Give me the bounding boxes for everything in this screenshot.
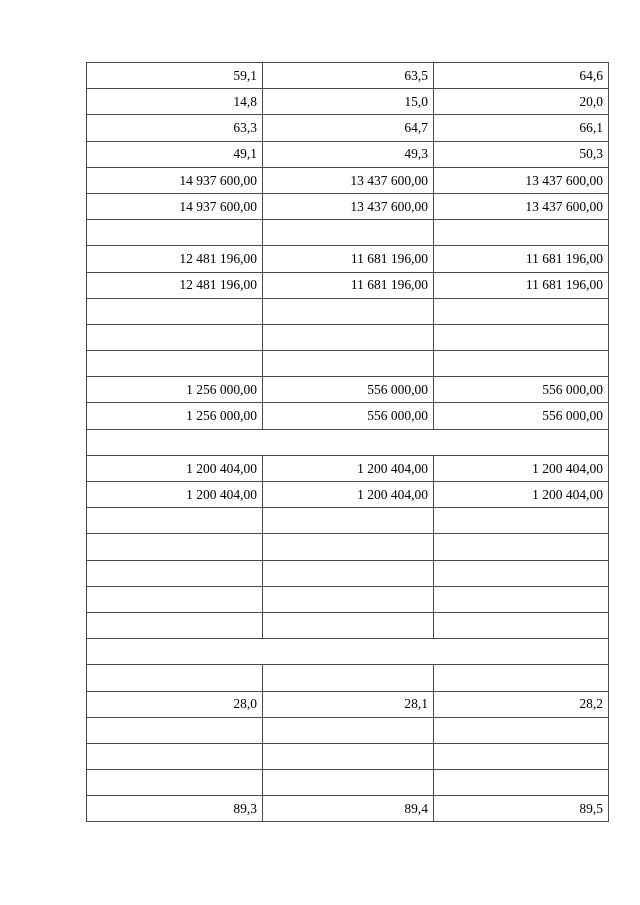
table-cell: 11 681 196,00 xyxy=(434,246,609,272)
table-row xyxy=(87,639,609,665)
table-body xyxy=(87,63,609,822)
table-cell xyxy=(87,743,263,769)
table-cell: 63,5 xyxy=(263,63,434,89)
table-row xyxy=(87,665,609,691)
table-row xyxy=(87,115,609,141)
table-cell xyxy=(87,612,263,638)
table-cell: 11 681 196,00 xyxy=(434,272,609,298)
table-cell xyxy=(434,508,609,534)
table-row xyxy=(87,298,609,324)
table-cell: 15,0 xyxy=(263,89,434,115)
table-cell: 14,8 xyxy=(87,89,263,115)
table-cell: 13 437 600,00 xyxy=(263,193,434,219)
table-row xyxy=(87,351,609,377)
table-row xyxy=(87,455,609,481)
table-row xyxy=(87,691,609,717)
table-cell xyxy=(263,351,434,377)
table-cell: 28,0 xyxy=(87,691,263,717)
table-row xyxy=(87,377,609,403)
table-cell: 1 200 404,00 xyxy=(87,455,263,481)
table-cell xyxy=(87,534,263,560)
table-row xyxy=(87,89,609,115)
table-cell xyxy=(87,717,263,743)
table-cell xyxy=(434,586,609,612)
table-row xyxy=(87,63,609,89)
table-cell xyxy=(87,770,263,796)
table-cell xyxy=(434,298,609,324)
table-cell: 11 681 196,00 xyxy=(263,246,434,272)
table-cell xyxy=(434,612,609,638)
table-cell: 1 200 404,00 xyxy=(263,455,434,481)
table-cell: 20,0 xyxy=(434,89,609,115)
table-cell: 1 200 404,00 xyxy=(87,482,263,508)
table-cell xyxy=(263,534,434,560)
table-cell: 63,3 xyxy=(87,115,263,141)
table-cell: 12 481 196,00 xyxy=(87,272,263,298)
table-cell: 13 437 600,00 xyxy=(263,167,434,193)
table-row xyxy=(87,324,609,350)
table-cell xyxy=(434,770,609,796)
table-cell xyxy=(263,717,434,743)
table-row xyxy=(87,246,609,272)
table-row xyxy=(87,534,609,560)
table-cell: 14 937 600,00 xyxy=(87,193,263,219)
table-cell: 1 200 404,00 xyxy=(434,455,609,481)
table-cell xyxy=(87,298,263,324)
table-cell: 49,1 xyxy=(87,141,263,167)
table-cell: 13 437 600,00 xyxy=(434,193,609,219)
table-cell xyxy=(434,534,609,560)
table-cell xyxy=(263,220,434,246)
table-cell: 13 437 600,00 xyxy=(434,167,609,193)
table-cell xyxy=(434,665,609,691)
data-table xyxy=(86,62,609,822)
table-cell: 1 256 000,00 xyxy=(87,403,263,429)
table-row xyxy=(87,508,609,534)
table-cell: 12 481 196,00 xyxy=(87,246,263,272)
table-cell: 28,2 xyxy=(434,691,609,717)
table-cell xyxy=(263,770,434,796)
table-cell xyxy=(263,324,434,350)
table-row xyxy=(87,272,609,298)
table-cell: 89,4 xyxy=(263,796,434,822)
table-cell: 556 000,00 xyxy=(263,377,434,403)
table-cell xyxy=(87,560,263,586)
table-row xyxy=(87,796,609,822)
table-cell xyxy=(87,665,263,691)
table-cell: 1 200 404,00 xyxy=(263,482,434,508)
table-row xyxy=(87,743,609,769)
table-cell xyxy=(263,560,434,586)
table-cell: 64,6 xyxy=(434,63,609,89)
table-row xyxy=(87,560,609,586)
table-cell xyxy=(434,324,609,350)
table-cell: 66,1 xyxy=(434,115,609,141)
table-cell xyxy=(87,586,263,612)
table-cell: 64,7 xyxy=(263,115,434,141)
table-cell-span xyxy=(87,429,609,455)
table-cell xyxy=(434,717,609,743)
table-row xyxy=(87,167,609,193)
table-cell xyxy=(263,586,434,612)
table-cell: 50,3 xyxy=(434,141,609,167)
table-row xyxy=(87,403,609,429)
table-cell: 89,3 xyxy=(87,796,263,822)
table-cell xyxy=(263,743,434,769)
table-row xyxy=(87,612,609,638)
table-cell xyxy=(87,508,263,534)
table-cell: 28,1 xyxy=(263,691,434,717)
table-cell: 556 000,00 xyxy=(263,403,434,429)
table-cell xyxy=(87,220,263,246)
table-cell: 89,5 xyxy=(434,796,609,822)
table-cell xyxy=(263,508,434,534)
table-cell: 1 256 000,00 xyxy=(87,377,263,403)
table-row xyxy=(87,193,609,219)
table-cell xyxy=(434,351,609,377)
table-cell-span xyxy=(87,639,609,665)
table-cell xyxy=(263,612,434,638)
table-row xyxy=(87,482,609,508)
table-cell: 556 000,00 xyxy=(434,403,609,429)
table-row xyxy=(87,429,609,455)
table-cell: 556 000,00 xyxy=(434,377,609,403)
table-cell xyxy=(434,743,609,769)
table-cell: 11 681 196,00 xyxy=(263,272,434,298)
table-cell xyxy=(87,351,263,377)
table-row xyxy=(87,770,609,796)
table-cell xyxy=(434,560,609,586)
table-cell xyxy=(87,324,263,350)
table-row xyxy=(87,220,609,246)
table-cell: 1 200 404,00 xyxy=(434,482,609,508)
table-cell xyxy=(434,220,609,246)
table-row xyxy=(87,586,609,612)
table-cell: 59,1 xyxy=(87,63,263,89)
table-cell: 14 937 600,00 xyxy=(87,167,263,193)
table-cell xyxy=(263,665,434,691)
table-row xyxy=(87,717,609,743)
table-cell: 49,3 xyxy=(263,141,434,167)
table-cell xyxy=(263,298,434,324)
table-row xyxy=(87,141,609,167)
